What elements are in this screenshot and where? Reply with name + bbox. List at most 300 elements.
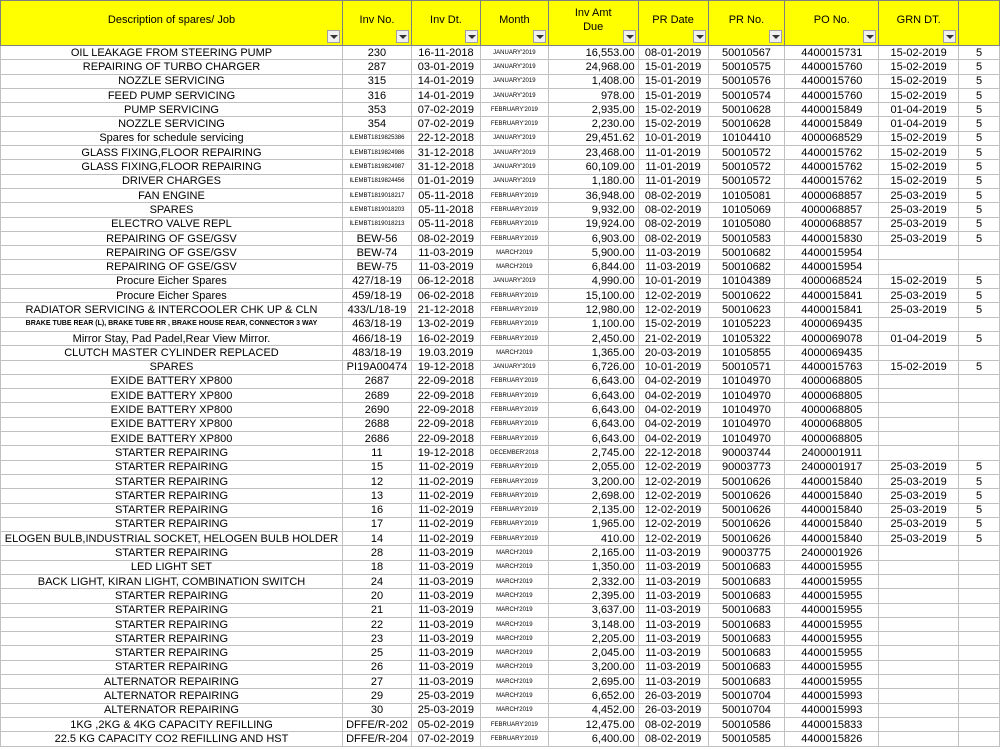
cell-po-no[interactable]: 4400015762 [785, 160, 879, 174]
cell-month[interactable]: MARCH'2019 [480, 589, 548, 603]
cell-grn-dt[interactable] [879, 689, 959, 703]
cell-extra[interactable] [959, 617, 1000, 631]
cell-inv-amt[interactable]: 3,148.00 [548, 617, 638, 631]
cell-po-no[interactable]: 4400015841 [785, 303, 879, 317]
cell-inv-no[interactable]: 353 [342, 103, 411, 117]
cell-description[interactable]: STARTER REPAIRING [1, 489, 343, 503]
cell-inv-no[interactable]: 21 [342, 603, 411, 617]
cell-pr-date[interactable]: 11-03-2019 [638, 260, 708, 274]
cell-inv-dt[interactable]: 11-03-2019 [411, 646, 480, 660]
cell-inv-dt[interactable]: 06-12-2018 [411, 274, 480, 288]
cell-extra[interactable] [959, 646, 1000, 660]
cell-pr-date[interactable]: 15-02-2019 [638, 103, 708, 117]
cell-description[interactable]: Spares for schedule servicing [1, 131, 343, 145]
cell-description[interactable]: Procure Eicher Spares [1, 289, 343, 303]
cell-inv-no[interactable]: 14 [342, 532, 411, 546]
cell-inv-no[interactable]: BEW-75 [342, 260, 411, 274]
cell-inv-amt[interactable]: 3,200.00 [548, 660, 638, 674]
cell-month[interactable]: JANUARY'2019 [480, 274, 548, 288]
cell-extra[interactable] [959, 446, 1000, 460]
cell-po-no[interactable]: 4000068857 [785, 203, 879, 217]
cell-description[interactable]: ELECTRO VALVE REPL [1, 217, 343, 231]
cell-pr-date[interactable]: 12-02-2019 [638, 503, 708, 517]
cell-inv-amt[interactable]: 12,475.00 [548, 717, 638, 731]
cell-month[interactable]: MARCH'2019 [480, 617, 548, 631]
cell-pr-date[interactable]: 11-03-2019 [638, 546, 708, 560]
cell-inv-amt[interactable]: 1,365.00 [548, 346, 638, 360]
cell-grn-dt[interactable]: 15-02-2019 [879, 74, 959, 88]
cell-inv-no[interactable]: 23 [342, 632, 411, 646]
cell-inv-dt[interactable]: 08-02-2019 [411, 231, 480, 245]
cell-extra[interactable]: 5 [959, 74, 1000, 88]
cell-description[interactable]: REPAIRING OF GSE/GSV [1, 246, 343, 260]
cell-extra[interactable]: 5 [959, 360, 1000, 374]
cell-pr-no[interactable]: 10105322 [708, 331, 785, 345]
cell-pr-date[interactable]: 04-02-2019 [638, 432, 708, 446]
cell-grn-dt[interactable] [879, 632, 959, 646]
cell-grn-dt[interactable]: 15-02-2019 [879, 146, 959, 160]
cell-description[interactable]: 22.5 KG CAPACITY CO2 REFILLING AND HST [1, 732, 343, 746]
cell-inv-no[interactable]: 20 [342, 589, 411, 603]
cell-inv-no[interactable]: 30 [342, 703, 411, 717]
cell-description[interactable]: NOZZLE SERVICING [1, 117, 343, 131]
cell-inv-no[interactable]: BEW-56 [342, 231, 411, 245]
cell-pr-date[interactable]: 08-01-2019 [638, 46, 708, 60]
cell-inv-no[interactable]: 15 [342, 460, 411, 474]
cell-po-no[interactable]: 4000068805 [785, 403, 879, 417]
cell-description[interactable]: RADIATOR SERVICING & INTERCOOLER CHK UP & CLN [1, 303, 343, 317]
cell-inv-amt[interactable]: 23,468.00 [548, 146, 638, 160]
cell-pr-no[interactable]: 50010626 [708, 489, 785, 503]
cell-month[interactable]: FEBRUARY'2019 [480, 432, 548, 446]
cell-inv-no[interactable]: PI19A00474 [342, 360, 411, 374]
cell-inv-no[interactable]: 17 [342, 517, 411, 531]
cell-description[interactable]: EXIDE BATTERY XP800 [1, 417, 343, 431]
cell-pr-date[interactable]: 11-03-2019 [638, 675, 708, 689]
cell-description[interactable]: REPAIRING OF GSE/GSV [1, 231, 343, 245]
cell-inv-amt[interactable]: 1,408.00 [548, 74, 638, 88]
cell-inv-dt[interactable]: 13-02-2019 [411, 317, 480, 331]
filter-dropdown-icon[interactable] [327, 30, 340, 43]
cell-pr-no[interactable]: 50010683 [708, 574, 785, 588]
cell-inv-amt[interactable]: 1,100.00 [548, 317, 638, 331]
cell-inv-dt[interactable]: 11-03-2019 [411, 546, 480, 560]
cell-grn-dt[interactable] [879, 317, 959, 331]
cell-month[interactable]: FEBRUARY'2019 [480, 188, 548, 202]
cell-pr-date[interactable]: 12-02-2019 [638, 474, 708, 488]
cell-pr-no[interactable]: 50010583 [708, 231, 785, 245]
cell-pr-date[interactable]: 04-02-2019 [638, 403, 708, 417]
cell-inv-no[interactable]: ILEMBT1819824987 [342, 160, 411, 174]
cell-inv-amt[interactable]: 2,745.00 [548, 446, 638, 460]
cell-inv-amt[interactable]: 6,903.00 [548, 231, 638, 245]
cell-inv-amt[interactable]: 2,695.00 [548, 675, 638, 689]
cell-inv-dt[interactable]: 22-09-2018 [411, 374, 480, 388]
cell-pr-no[interactable]: 10105080 [708, 217, 785, 231]
cell-month[interactable]: MARCH'2019 [480, 675, 548, 689]
cell-inv-no[interactable]: 26 [342, 660, 411, 674]
cell-po-no[interactable]: 4400015760 [785, 74, 879, 88]
cell-inv-amt[interactable]: 6,652.00 [548, 689, 638, 703]
cell-inv-amt[interactable]: 2,698.00 [548, 489, 638, 503]
cell-month[interactable]: FEBRUARY'2019 [480, 503, 548, 517]
cell-po-no[interactable]: 4400015760 [785, 60, 879, 74]
cell-month[interactable]: FEBRUARY'2019 [480, 317, 548, 331]
cell-month[interactable]: MARCH'2019 [480, 660, 548, 674]
cell-inv-no[interactable]: 463/18-19 [342, 317, 411, 331]
cell-po-no[interactable]: 4400015955 [785, 632, 879, 646]
cell-description[interactable]: STARTER REPAIRING [1, 446, 343, 460]
cell-pr-date[interactable]: 11-01-2019 [638, 160, 708, 174]
cell-po-no[interactable]: 4000069435 [785, 346, 879, 360]
cell-po-no[interactable]: 4000069078 [785, 331, 879, 345]
cell-description[interactable]: STARTER REPAIRING [1, 503, 343, 517]
cell-pr-no[interactable]: 50010682 [708, 260, 785, 274]
cell-grn-dt[interactable] [879, 617, 959, 631]
cell-inv-amt[interactable]: 2,205.00 [548, 632, 638, 646]
cell-inv-dt[interactable]: 11-02-2019 [411, 517, 480, 531]
cell-inv-no[interactable]: ILEMBT1819825386 [342, 131, 411, 145]
filter-dropdown-icon[interactable] [863, 30, 876, 43]
cell-po-no[interactable]: 4400015849 [785, 103, 879, 117]
cell-description[interactable]: STARTER REPAIRING [1, 617, 343, 631]
cell-month[interactable]: FEBRUARY'2019 [480, 532, 548, 546]
cell-po-no[interactable]: 4400015840 [785, 503, 879, 517]
cell-grn-dt[interactable] [879, 675, 959, 689]
cell-inv-amt[interactable]: 2,935.00 [548, 103, 638, 117]
cell-inv-amt[interactable]: 2,045.00 [548, 646, 638, 660]
cell-po-no[interactable]: 4400015954 [785, 246, 879, 260]
cell-pr-no[interactable]: 50010586 [708, 717, 785, 731]
cell-pr-no[interactable]: 10104389 [708, 274, 785, 288]
cell-extra[interactable] [959, 689, 1000, 703]
cell-inv-no[interactable]: 427/18-19 [342, 274, 411, 288]
cell-extra[interactable]: 5 [959, 88, 1000, 102]
cell-month[interactable]: JANUARY'2019 [480, 60, 548, 74]
cell-extra[interactable]: 5 [959, 274, 1000, 288]
cell-pr-no[interactable]: 50010628 [708, 103, 785, 117]
cell-inv-no[interactable]: 459/18-19 [342, 289, 411, 303]
cell-pr-no[interactable]: 50010574 [708, 88, 785, 102]
cell-description[interactable]: FEED PUMP SERVICING [1, 88, 343, 102]
cell-description[interactable]: OIL LEAKAGE FROM STEERING PUMP [1, 46, 343, 60]
cell-extra[interactable]: 5 [959, 60, 1000, 74]
cell-po-no[interactable]: 4000068524 [785, 274, 879, 288]
cell-inv-amt[interactable]: 24,968.00 [548, 60, 638, 74]
cell-inv-amt[interactable]: 2,395.00 [548, 589, 638, 603]
cell-inv-amt[interactable]: 2,135.00 [548, 503, 638, 517]
cell-pr-no[interactable]: 10104970 [708, 432, 785, 446]
cell-inv-amt[interactable]: 29,451.62 [548, 131, 638, 145]
cell-month[interactable]: MARCH'2019 [480, 560, 548, 574]
cell-po-no[interactable]: 4400015763 [785, 360, 879, 374]
cell-description[interactable]: Procure Eicher Spares [1, 274, 343, 288]
cell-description[interactable]: EXIDE BATTERY XP800 [1, 374, 343, 388]
cell-inv-amt[interactable]: 2,332.00 [548, 574, 638, 588]
cell-extra[interactable]: 5 [959, 160, 1000, 174]
cell-extra[interactable]: 5 [959, 217, 1000, 231]
cell-inv-dt[interactable]: 05-11-2018 [411, 217, 480, 231]
cell-pr-no[interactable]: 50010572 [708, 160, 785, 174]
cell-inv-no[interactable]: 483/18-19 [342, 346, 411, 360]
cell-grn-dt[interactable] [879, 446, 959, 460]
cell-grn-dt[interactable] [879, 389, 959, 403]
cell-pr-date[interactable]: 15-01-2019 [638, 60, 708, 74]
cell-grn-dt[interactable] [879, 660, 959, 674]
cell-pr-date[interactable]: 04-02-2019 [638, 389, 708, 403]
cell-po-no[interactable]: 4400015762 [785, 174, 879, 188]
cell-po-no[interactable]: 4400015955 [785, 560, 879, 574]
cell-pr-date[interactable]: 10-01-2019 [638, 131, 708, 145]
cell-pr-date[interactable]: 08-02-2019 [638, 717, 708, 731]
cell-extra[interactable]: 5 [959, 532, 1000, 546]
cell-extra[interactable]: 5 [959, 303, 1000, 317]
cell-extra[interactable]: 5 [959, 460, 1000, 474]
cell-inv-amt[interactable]: 6,643.00 [548, 417, 638, 431]
cell-grn-dt[interactable] [879, 589, 959, 603]
cell-inv-dt[interactable]: 14-01-2019 [411, 88, 480, 102]
cell-extra[interactable] [959, 417, 1000, 431]
cell-pr-no[interactable]: 50010683 [708, 646, 785, 660]
cell-inv-no[interactable]: 22 [342, 617, 411, 631]
cell-pr-date[interactable]: 04-02-2019 [638, 374, 708, 388]
cell-description[interactable]: REPAIRING OF TURBO CHARGER [1, 60, 343, 74]
cell-month[interactable]: MARCH'2019 [480, 632, 548, 646]
cell-month[interactable]: MARCH'2019 [480, 574, 548, 588]
cell-extra[interactable]: 5 [959, 331, 1000, 345]
cell-description[interactable]: STARTER REPAIRING [1, 660, 343, 674]
cell-month[interactable]: FEBRUARY'2019 [480, 489, 548, 503]
cell-pr-no[interactable]: 50010683 [708, 589, 785, 603]
cell-inv-dt[interactable]: 22-09-2018 [411, 389, 480, 403]
cell-extra[interactable] [959, 675, 1000, 689]
cell-inv-dt[interactable]: 22-09-2018 [411, 403, 480, 417]
cell-inv-no[interactable]: 316 [342, 88, 411, 102]
cell-extra[interactable] [959, 603, 1000, 617]
cell-grn-dt[interactable]: 25-03-2019 [879, 517, 959, 531]
cell-pr-date[interactable]: 08-02-2019 [638, 231, 708, 245]
cell-pr-date[interactable]: 11-03-2019 [638, 660, 708, 674]
cell-pr-date[interactable]: 21-02-2019 [638, 331, 708, 345]
cell-grn-dt[interactable] [879, 246, 959, 260]
cell-pr-date[interactable]: 15-01-2019 [638, 88, 708, 102]
cell-extra[interactable]: 5 [959, 203, 1000, 217]
cell-pr-date[interactable]: 08-02-2019 [638, 217, 708, 231]
cell-extra[interactable]: 5 [959, 474, 1000, 488]
cell-description[interactable]: BACK LIGHT, KIRAN LIGHT, COMBINATION SWITCH [1, 574, 343, 588]
cell-month[interactable]: MARCH'2019 [480, 246, 548, 260]
cell-pr-date[interactable]: 12-02-2019 [638, 303, 708, 317]
cell-pr-date[interactable]: 20-03-2019 [638, 346, 708, 360]
cell-grn-dt[interactable] [879, 732, 959, 746]
cell-description[interactable]: ALTERNATOR REPAIRING [1, 703, 343, 717]
cell-pr-no[interactable]: 10104970 [708, 417, 785, 431]
cell-extra[interactable]: 5 [959, 489, 1000, 503]
cell-po-no[interactable]: 4400015841 [785, 289, 879, 303]
cell-description[interactable]: Mirror Stay, Pad Padel,Rear View Mirror. [1, 331, 343, 345]
cell-extra[interactable]: 5 [959, 188, 1000, 202]
cell-inv-amt[interactable]: 15,100.00 [548, 289, 638, 303]
cell-pr-no[interactable]: 50010683 [708, 617, 785, 631]
cell-pr-no[interactable]: 50010572 [708, 174, 785, 188]
cell-pr-date[interactable]: 11-03-2019 [638, 574, 708, 588]
cell-extra[interactable]: 5 [959, 103, 1000, 117]
cell-pr-date[interactable]: 22-12-2018 [638, 446, 708, 460]
cell-inv-dt[interactable]: 11-03-2019 [411, 675, 480, 689]
cell-inv-dt[interactable]: 06-02-2018 [411, 289, 480, 303]
cell-po-no[interactable]: 4400015993 [785, 689, 879, 703]
cell-inv-amt[interactable]: 6,400.00 [548, 732, 638, 746]
cell-grn-dt[interactable]: 15-02-2019 [879, 274, 959, 288]
cell-pr-date[interactable]: 11-01-2019 [638, 174, 708, 188]
cell-pr-no[interactable]: 50010567 [708, 46, 785, 60]
cell-grn-dt[interactable]: 25-03-2019 [879, 532, 959, 546]
cell-inv-dt[interactable]: 22-09-2018 [411, 417, 480, 431]
cell-po-no[interactable]: 4400015955 [785, 646, 879, 660]
filter-dropdown-icon[interactable] [465, 30, 478, 43]
cell-pr-date[interactable]: 12-02-2019 [638, 517, 708, 531]
cell-po-no[interactable]: 4400015849 [785, 117, 879, 131]
cell-inv-dt[interactable]: 11-02-2019 [411, 460, 480, 474]
cell-description[interactable]: GLASS FIXING,FLOOR REPAIRING [1, 146, 343, 160]
cell-inv-dt[interactable]: 11-03-2019 [411, 617, 480, 631]
cell-description[interactable]: EXIDE BATTERY XP800 [1, 389, 343, 403]
cell-pr-no[interactable]: 50010576 [708, 74, 785, 88]
cell-description[interactable]: STARTER REPAIRING [1, 546, 343, 560]
cell-extra[interactable]: 5 [959, 131, 1000, 145]
cell-description[interactable]: SPARES [1, 360, 343, 374]
cell-pr-no[interactable]: 10105855 [708, 346, 785, 360]
cell-description[interactable]: STARTER REPAIRING [1, 632, 343, 646]
cell-extra[interactable] [959, 717, 1000, 731]
cell-pr-date[interactable]: 12-02-2019 [638, 460, 708, 474]
cell-inv-dt[interactable]: 11-03-2019 [411, 632, 480, 646]
cell-description[interactable]: 1KG ,2KG & 4KG CAPACITY REFILLING [1, 717, 343, 731]
cell-month[interactable]: MARCH'2019 [480, 260, 548, 274]
cell-inv-no[interactable]: ILEMBT1819018213 [342, 217, 411, 231]
cell-grn-dt[interactable]: 01-04-2019 [879, 331, 959, 345]
cell-po-no[interactable]: 4400015954 [785, 260, 879, 274]
cell-extra[interactable]: 5 [959, 517, 1000, 531]
cell-po-no[interactable]: 4400015840 [785, 474, 879, 488]
cell-inv-no[interactable]: 18 [342, 560, 411, 574]
cell-inv-no[interactable]: 2688 [342, 417, 411, 431]
cell-inv-dt[interactable]: 22-12-2018 [411, 131, 480, 145]
cell-pr-date[interactable]: 08-02-2019 [638, 732, 708, 746]
cell-extra[interactable] [959, 589, 1000, 603]
cell-inv-no[interactable]: ILEMBT1819018203 [342, 203, 411, 217]
cell-pr-date[interactable]: 11-03-2019 [638, 589, 708, 603]
cell-inv-amt[interactable]: 2,230.00 [548, 117, 638, 131]
filter-dropdown-icon[interactable] [943, 30, 956, 43]
cell-pr-no[interactable]: 50010628 [708, 117, 785, 131]
cell-month[interactable]: MARCH'2019 [480, 703, 548, 717]
cell-po-no[interactable]: 2400001917 [785, 460, 879, 474]
cell-month[interactable]: MARCH'2019 [480, 346, 548, 360]
cell-grn-dt[interactable]: 15-02-2019 [879, 60, 959, 74]
cell-month[interactable]: MARCH'2019 [480, 603, 548, 617]
cell-inv-amt[interactable]: 36,948.00 [548, 188, 638, 202]
cell-description[interactable]: STARTER REPAIRING [1, 460, 343, 474]
cell-inv-amt[interactable]: 4,452.00 [548, 703, 638, 717]
cell-grn-dt[interactable] [879, 417, 959, 431]
cell-pr-no[interactable]: 50010683 [708, 632, 785, 646]
cell-inv-dt[interactable]: 07-02-2019 [411, 117, 480, 131]
cell-grn-dt[interactable]: 01-04-2019 [879, 103, 959, 117]
cell-inv-dt[interactable]: 05-02-2019 [411, 717, 480, 731]
cell-grn-dt[interactable] [879, 717, 959, 731]
cell-inv-amt[interactable]: 60,109.00 [548, 160, 638, 174]
cell-pr-date[interactable]: 08-02-2019 [638, 188, 708, 202]
cell-inv-dt[interactable]: 22-09-2018 [411, 432, 480, 446]
cell-po-no[interactable]: 4400015840 [785, 517, 879, 531]
cell-inv-no[interactable]: 2690 [342, 403, 411, 417]
cell-pr-no[interactable]: 50010683 [708, 660, 785, 674]
cell-pr-date[interactable]: 11-03-2019 [638, 246, 708, 260]
cell-po-no[interactable]: 4400015830 [785, 231, 879, 245]
cell-inv-dt[interactable]: 25-03-2019 [411, 689, 480, 703]
cell-inv-amt[interactable]: 5,900.00 [548, 246, 638, 260]
cell-inv-dt[interactable]: 05-11-2018 [411, 203, 480, 217]
cell-extra[interactable]: 5 [959, 231, 1000, 245]
cell-inv-dt[interactable]: 11-03-2019 [411, 560, 480, 574]
cell-grn-dt[interactable] [879, 646, 959, 660]
cell-pr-no[interactable]: 50010683 [708, 603, 785, 617]
cell-month[interactable]: FEBRUARY'2019 [480, 303, 548, 317]
cell-pr-date[interactable]: 12-02-2019 [638, 489, 708, 503]
cell-month[interactable]: DECEMBER'2018 [480, 446, 548, 460]
cell-inv-amt[interactable]: 9,932.00 [548, 203, 638, 217]
cell-po-no[interactable]: 4400015731 [785, 46, 879, 60]
cell-inv-amt[interactable]: 6,643.00 [548, 374, 638, 388]
cell-inv-dt[interactable]: 11-02-2019 [411, 503, 480, 517]
cell-inv-amt[interactable]: 2,165.00 [548, 546, 638, 560]
cell-inv-amt[interactable]: 2,450.00 [548, 331, 638, 345]
cell-inv-no[interactable]: 433/L/18-19 [342, 303, 411, 317]
cell-grn-dt[interactable] [879, 432, 959, 446]
cell-po-no[interactable]: 4400015760 [785, 88, 879, 102]
cell-inv-no[interactable]: 28 [342, 546, 411, 560]
cell-grn-dt[interactable]: 15-02-2019 [879, 88, 959, 102]
cell-po-no[interactable]: 4400015955 [785, 603, 879, 617]
cell-pr-no[interactable]: 10104970 [708, 374, 785, 388]
cell-description[interactable]: BRAKE TUBE REAR (L), BRAKE TUBE RR , BRAKE HOUSE REAR, CONNECTOR 3 WAY [1, 317, 343, 331]
cell-po-no[interactable]: 4000068857 [785, 217, 879, 231]
cell-pr-no[interactable]: 50010626 [708, 474, 785, 488]
cell-pr-no[interactable]: 50010683 [708, 560, 785, 574]
cell-inv-amt[interactable]: 978.00 [548, 88, 638, 102]
cell-inv-no[interactable]: 287 [342, 60, 411, 74]
cell-extra[interactable] [959, 403, 1000, 417]
cell-extra[interactable] [959, 432, 1000, 446]
cell-po-no[interactable]: 4400015955 [785, 675, 879, 689]
cell-extra[interactable] [959, 374, 1000, 388]
cell-inv-amt[interactable]: 2,055.00 [548, 460, 638, 474]
cell-po-no[interactable]: 4000068805 [785, 432, 879, 446]
cell-inv-no[interactable]: 2689 [342, 389, 411, 403]
cell-pr-no[interactable]: 50010623 [708, 303, 785, 317]
cell-month[interactable]: MARCH'2019 [480, 646, 548, 660]
cell-extra[interactable]: 5 [959, 146, 1000, 160]
cell-pr-no[interactable]: 90003775 [708, 546, 785, 560]
filter-dropdown-icon[interactable] [396, 30, 409, 43]
cell-pr-no[interactable]: 50010575 [708, 60, 785, 74]
cell-grn-dt[interactable]: 25-03-2019 [879, 474, 959, 488]
cell-month[interactable]: FEBRUARY'2019 [480, 403, 548, 417]
cell-grn-dt[interactable] [879, 546, 959, 560]
cell-pr-no[interactable]: 50010704 [708, 703, 785, 717]
cell-inv-no[interactable]: 24 [342, 574, 411, 588]
